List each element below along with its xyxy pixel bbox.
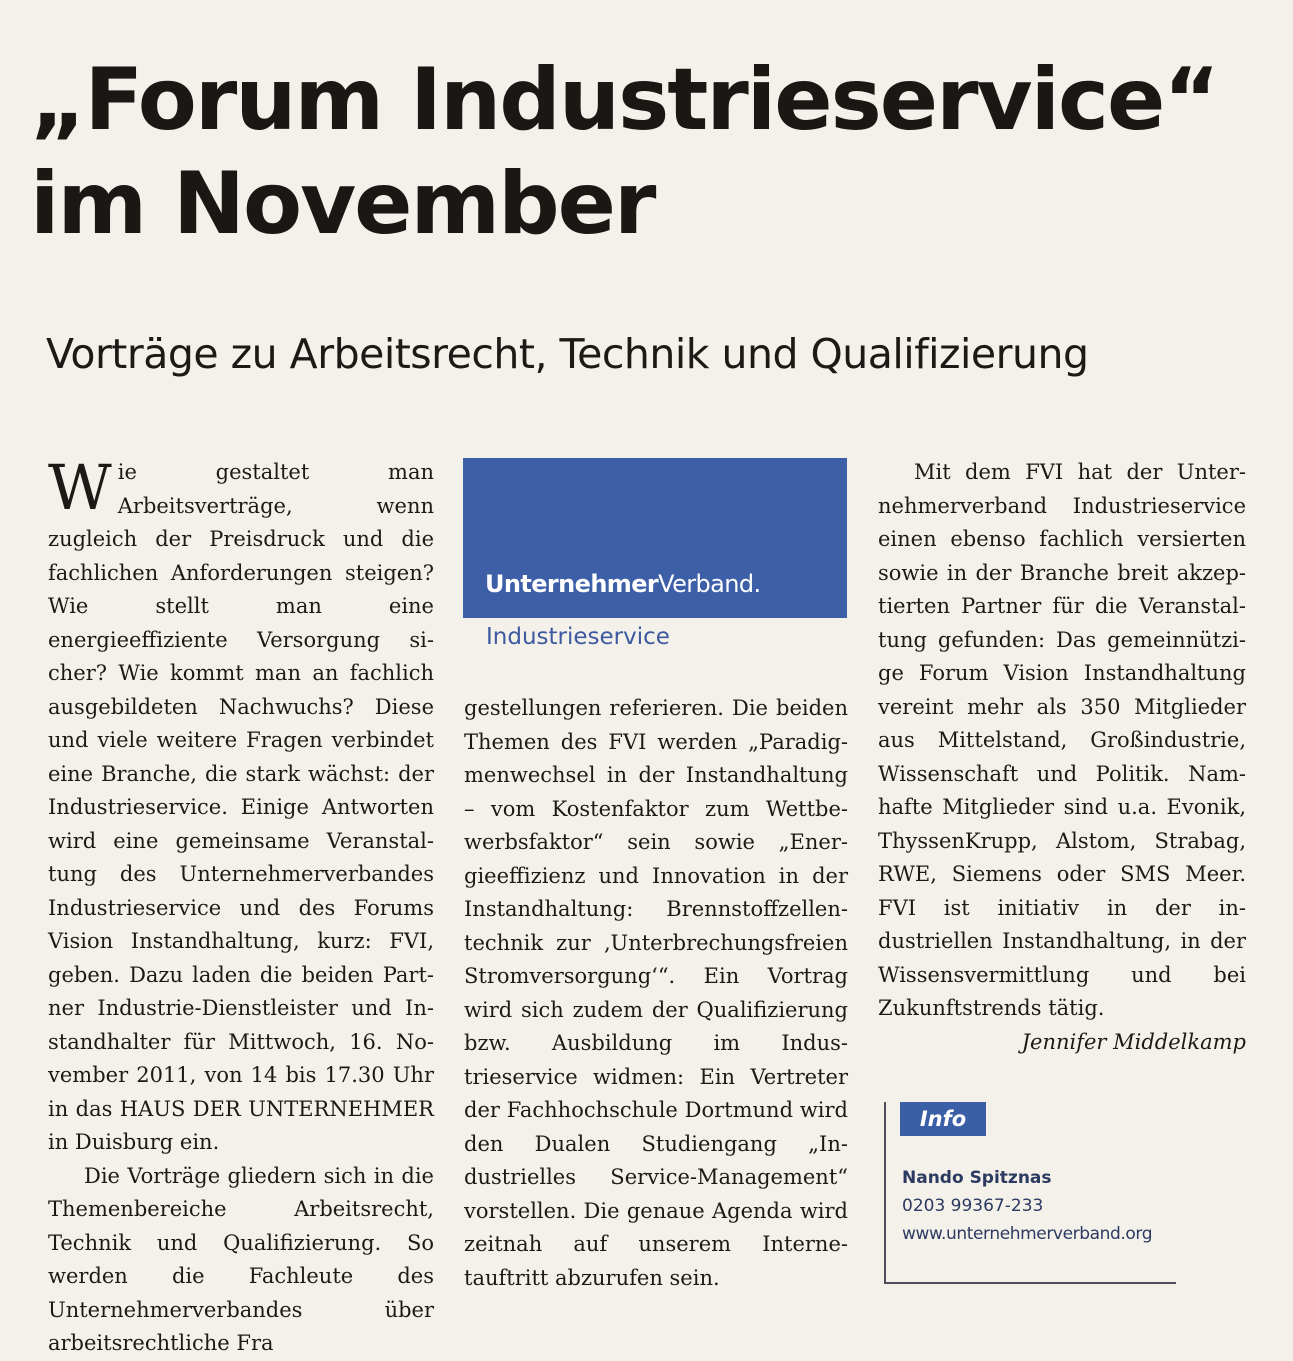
headline-line-1: „Forum Industrieservice“	[30, 50, 1218, 150]
article-column-1	[48, 451, 434, 1361]
article-column-2	[464, 692, 848, 1295]
info-box	[884, 1102, 1176, 1284]
logo-subtitle: Industrieservice	[486, 624, 670, 650]
company-logo	[463, 458, 847, 618]
paragraph-4: Mit dem FVI hat der Unternehmerverband Industrieservice einen ebenso fachlich versierten sowie in der Branche breit akzeptierten Partner für die Veranstaltung gefunden: Das gemeinnützige Forum Vision Instandhaltung vereint mehr als 350 Mitglieder aus Mittelstand, Großindustrie, Wissenschaft und Politik. Namhafte Mitglieder sind u.a. Evonik, ThyssenKrupp, Alstom, Strabag, RWE, Siemens oder SMS Meer. FVI ist initiativ in der industriellen Instandhaltung, in der Wissensvermittlung und bei Zukunftstrends tätig.	[878, 460, 1246, 1020]
contact-phone: 0203 99367-233	[902, 1196, 1044, 1216]
headline-line-2: im November	[30, 154, 655, 254]
logo-name-dot: .	[753, 570, 761, 598]
info-tab: Info	[900, 1102, 986, 1136]
subheadline: Vorträge zu Arbeitsrecht, Technik und Qualifizierung	[46, 330, 1089, 378]
contact-website: www.unternehmerverband.org	[902, 1224, 1153, 1244]
headline	[30, 48, 1270, 256]
logo-name-light: Verband	[658, 570, 754, 598]
paragraph-1-text: ie gestaltet man Arbeitsverträge, wenn zugleich der Preisdruck und die fachlichen Anforderungen steigen? Wie stellt man eine energieeffiziente Versorgung sicher? Wie kommt man an fachlich ausgebildeten Nachwuchs? Diese und viele weitere Fragen verbindet eine Branche, die stark wächst: der Industrieservice. Einige Antworten wird eine gemeinsame Veranstaltung des Unternehmerverbandes Industrieservice und des Forums Vision Instandhaltung, kurz: FVI, geben. Dazu laden die beiden Partner Industrie-Dienstleister und Instandhalter für Mittwoch, 16. November 2011, von 14 bis 17.30 Uhr in das HAUS DER UNTERNEHMER in Duisburg ein.	[48, 460, 434, 1154]
paragraph-1	[48, 451, 434, 1160]
logo-name-bold: Unternehmer	[485, 570, 659, 598]
paragraph-3: gestellungen referieren. Die beiden Themen des FVI werden „Paradigmenwechsel in der Instandhaltung – vom Kostenfaktor zum Wettbewerbsfaktor“ sein sowie „Energieeffizienz und Innovation in der Instandhaltung: Brennstoffzellentechnik zur ‚Unterbrechungsfreien Stromversorgung‘“. Ein Vortrag wird sich zudem der Qualifizierung bzw. Ausbildung im Industrieservice widmen: Ein Vertreter der Fachhochschule Dortmund wird den Dualen Studiengang „Industrielles Service-Management“ vorstellen. Die genaue Agenda wird zeitnah auf unserem Internetauftritt abzurufen sein.	[464, 696, 848, 1290]
logo-wordmark	[485, 570, 761, 598]
author-byline: Jennifer Middelkamp	[1021, 1029, 1246, 1054]
drop-cap: W	[48, 451, 112, 524]
contact-name: Nando Spitznas	[902, 1168, 1052, 1188]
article-column-3	[878, 456, 1246, 1059]
paragraph-2: Die Vorträge gliedern sich in die Themenbereiche Arbeitsrecht, Technik und Qualifizierung. So werden die Fachleute des Unternehmerverbandes über arbeitsrechtliche Fra	[48, 1163, 434, 1355]
